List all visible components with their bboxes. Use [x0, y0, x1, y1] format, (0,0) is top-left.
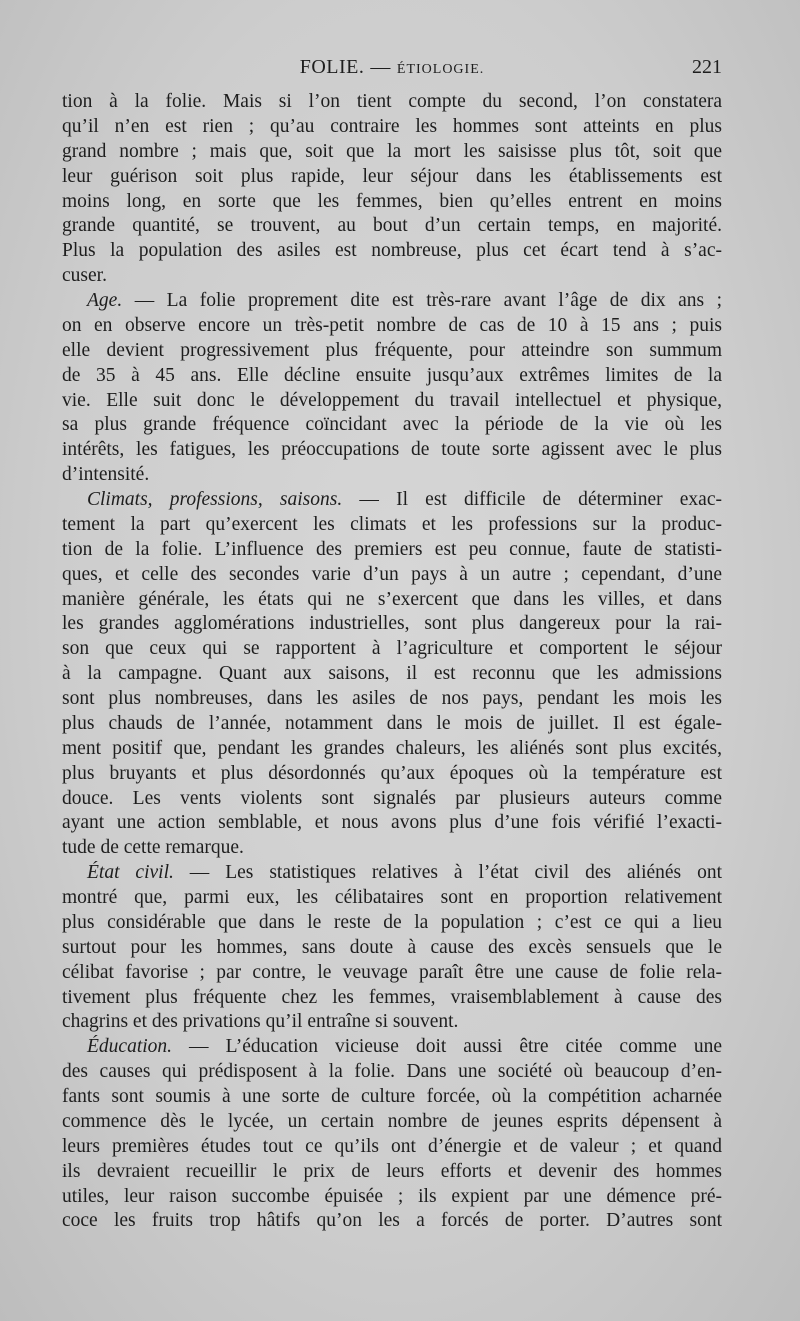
text-line: [62, 488, 722, 513]
line-text: elle devient progressivement plus fréquente, pour atteindre son summum: [62, 339, 722, 361]
line-text: douce. Les vents violents sont signalés par plusieurs auteurs comme: [62, 787, 722, 809]
line-text: ques, et celle des secondes varie d’un pays à un autre ; cependant, d’une: [62, 563, 722, 585]
text-line: [62, 339, 722, 364]
text-line: [62, 662, 722, 687]
text-line: [62, 762, 722, 787]
text-line: [62, 513, 722, 538]
text-line: [62, 165, 722, 190]
line-text: sa plus grande fréquence coïncidant avec la période de la vie où les: [62, 414, 722, 436]
line-text: grand nombre ; mais que, soit que la mort les saisisse plus tôt, soit que: [62, 140, 722, 162]
text-line: [62, 140, 722, 165]
line-text: son que ceux qui se rapportent à l’agriculture et comportent le séjour: [62, 638, 722, 660]
line-text: plus chauds de l’année, notamment dans le mois de juillet. Il est égale-: [62, 712, 722, 734]
section-heading: Age.: [87, 290, 123, 311]
text-line: [62, 1010, 722, 1035]
text-line: [62, 389, 722, 414]
line-text: tement la part qu’exercent les climats et les professions sur la produc-: [62, 513, 722, 535]
line-text: — Les statistiques relatives à l’état civil des aliénés ont: [173, 862, 722, 884]
text-line: [62, 239, 722, 264]
text-line: [62, 1060, 722, 1085]
text-line: [62, 413, 722, 438]
line-text: coce les fruits trop hâtifs qu’on les a forcés de porter. D’autres sont: [62, 1210, 722, 1232]
text-line: [62, 961, 722, 986]
line-text: tude de cette remarque.: [62, 837, 244, 859]
body-text: [62, 90, 722, 1234]
line-text: d’intensité.: [62, 464, 150, 486]
line-text: célibat favorise ; par contre, le veuvage paraît être une cause de folie rela-: [62, 961, 722, 983]
line-text: surtout pour les hommes, sans doute à cause des excès sensuels que le: [62, 936, 722, 958]
line-text: leurs premières études tout ce qu’ils ont d’énergie et de valeur ; et quand: [62, 1135, 722, 1157]
text-line: [62, 1085, 722, 1110]
running-head-subtitle: ÉTIOLOGIE.: [396, 62, 485, 77]
line-text: ment positif que, pendant les grandes chaleurs, les aliénés sont plus excités,: [62, 737, 722, 759]
line-text: sont plus nombreuses, dans les asiles de nos pays, pendant les mois les: [62, 688, 722, 709]
text-line: [62, 787, 722, 812]
text-line: [62, 190, 722, 215]
text-line: [62, 687, 722, 712]
line-text: intérêts, les fatigues, les préoccupations de toute sorte agissent avec le plus: [62, 439, 722, 461]
running-head: [62, 56, 722, 79]
line-text: cuser.: [62, 265, 107, 287]
text-line: [62, 214, 722, 239]
text-line: [62, 836, 722, 861]
text-line: [62, 886, 722, 911]
text-line: [62, 811, 722, 836]
line-text: leur guérison soit plus rapide, leur séjour dans les établissements est: [62, 165, 722, 187]
line-text: des causes qui prédisposent à la folie. Dans une société où beaucoup d’en-: [62, 1061, 722, 1083]
text-line: [62, 538, 722, 563]
text-line: [62, 588, 722, 613]
line-text: plus considérable que dans le reste de la population ; c’est ce qui a lieu: [62, 911, 722, 933]
text-line: [62, 986, 722, 1011]
text-line: [62, 737, 722, 762]
line-text: montré que, parmi eux, les célibataires sont en proportion relativement: [62, 887, 722, 908]
line-text: utiles, leur raison succombe épuisée ; ils expient par une démence pré-: [62, 1185, 722, 1207]
text-line: [62, 911, 722, 936]
section-heading: État civil.: [87, 862, 174, 884]
text-line: [62, 115, 722, 140]
text-line: [62, 1185, 722, 1210]
line-text: les grandes agglomérations industrielles, sont plus dangereux pour la rai-: [62, 613, 722, 635]
line-text: vie. Elle suit donc le développement du travail intellectuel et physique,: [62, 389, 722, 411]
line-text: qu’il n’en est rien ; qu’au contraire les hommes sont atteints en plus: [62, 115, 722, 137]
line-text: ils devraient recueillir le prix de leurs efforts et devenir des hommes: [62, 1160, 722, 1182]
line-text: — L’éducation vicieuse doit aussi être citée comme une: [172, 1036, 722, 1058]
line-text: Plus la population des asiles est nombreuse, plus cet écart tend à s’ac-: [62, 240, 722, 262]
line-text: tion de la folie. L’influence des premiers est peu connue, faute de statisti-: [62, 538, 722, 560]
line-text: chagrins et des privations qu’il entraîne si souvent.: [62, 1011, 459, 1033]
text-line: [62, 264, 722, 289]
line-text: — La folie proprement dite est très-rare avant l’âge de dix ans ;: [122, 290, 722, 311]
line-text: de 35 à 45 ans. Elle décline ensuite jusqu’aux extrêmes limites de la: [62, 364, 722, 386]
line-text: — Il est difficile de déterminer exac-: [342, 489, 722, 510]
text-line: [62, 364, 722, 389]
line-text: à la campagne. Quant aux saisons, il est reconnu que les admissions: [62, 663, 722, 685]
line-text: tivement plus fréquente chez les femmes, vraisemblablement à cause des: [62, 986, 722, 1008]
text-line: [62, 1110, 722, 1135]
text-line: [62, 1035, 722, 1060]
text-line: [62, 1135, 722, 1160]
text-line: [62, 1160, 722, 1185]
text-line: [62, 712, 722, 737]
text-line: [62, 90, 722, 115]
line-text: plus bruyants et plus désordonnés qu’aux époques où la température est: [62, 762, 722, 784]
page-header: [62, 56, 722, 82]
text-line: [62, 438, 722, 463]
line-text: manière générale, les états qui ne s’exercent que dans les villes, et dans: [62, 588, 722, 610]
line-text: tion à la folie. Mais si l’on tient compte du second, l’on constatera: [62, 91, 722, 112]
text-line: [62, 563, 722, 588]
line-text: commence dès le lycée, un certain nombre de jeunes esprits dépensent à: [62, 1110, 722, 1132]
line-text: on en observe encore un très-petit nombre de cas de 10 à 15 ans ; puis: [62, 314, 722, 336]
text-line: [62, 314, 722, 339]
text-line: [62, 1209, 722, 1234]
text-line: [62, 861, 722, 886]
text-line: [62, 289, 722, 314]
section-heading: Éducation.: [87, 1036, 173, 1058]
text-line: [62, 463, 722, 488]
page-number: 221: [692, 56, 722, 78]
running-head-title: FOLIE.: [299, 56, 365, 78]
line-text: ayant une action semblable, et nous avons plus d’une fois vérifié l’exacti-: [62, 812, 722, 834]
line-text: moins long, en sorte que les femmes, bien qu’elles entrent en moins: [62, 190, 722, 212]
section-heading: Climats, professions, saisons.: [87, 489, 343, 510]
line-text: grande quantité, se trouvent, au bout d’un certain temps, en majorité.: [62, 215, 722, 237]
text-line: [62, 936, 722, 961]
line-text: fants sont soumis à une sorte de culture forcée, où la compétition acharnée: [62, 1086, 722, 1107]
text-line: [62, 612, 722, 637]
running-head-dash: —: [370, 56, 391, 78]
text-line: [62, 637, 722, 662]
